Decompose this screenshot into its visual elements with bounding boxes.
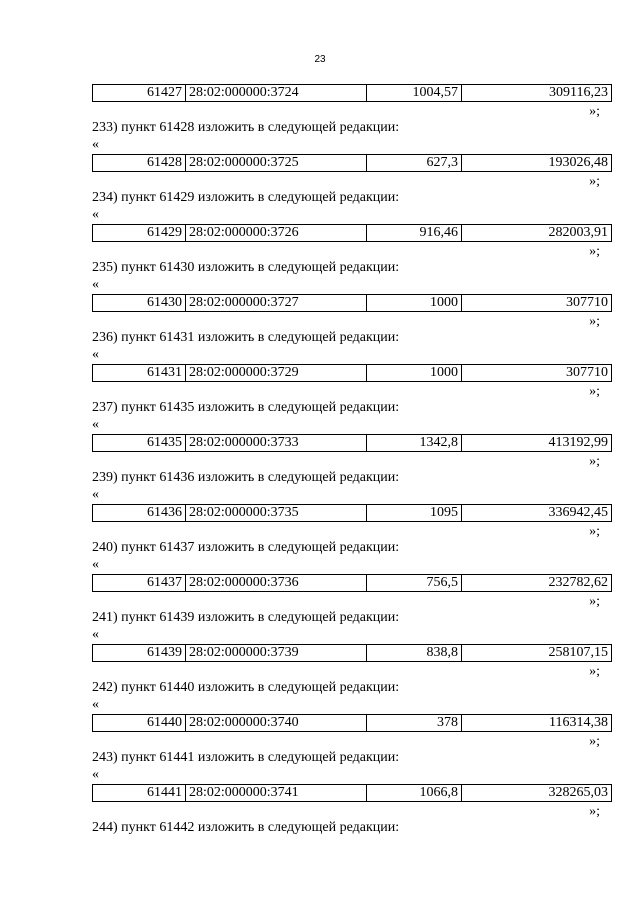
- value-cell: 282003,91: [462, 225, 612, 242]
- value-cell: 307710: [462, 365, 612, 382]
- table-row: [92, 224, 612, 242]
- instruction-line: 233) пункт 61428 изложить в следующей редакции:: [92, 120, 400, 135]
- cadastral-number-cell: 28:02:000000:3729: [186, 365, 367, 382]
- area-cell: 838,8: [367, 645, 462, 662]
- value-cell: 413192,99: [462, 435, 612, 452]
- area-cell: 627,3: [367, 155, 462, 172]
- area-cell: 1066,8: [367, 785, 462, 802]
- row-number-cell: 61441: [93, 785, 186, 802]
- table-row: [92, 364, 612, 382]
- area-cell: 1095: [367, 505, 462, 522]
- opening-quote: «: [92, 557, 99, 572]
- cadastral-number-cell: 28:02:000000:3724: [186, 85, 367, 102]
- value-cell: 258107,15: [462, 645, 612, 662]
- closing-quote: »;: [589, 664, 600, 679]
- table-row: [92, 574, 612, 592]
- value-cell: 307710: [462, 295, 612, 312]
- value-cell: 309116,23: [462, 85, 612, 102]
- row-number-cell: 61437: [93, 575, 186, 592]
- instruction-line: 240) пункт 61437 изложить в следующей редакции:: [92, 540, 400, 555]
- table-row: [92, 714, 612, 732]
- table-row: [92, 294, 612, 312]
- area-cell: 1000: [367, 295, 462, 312]
- area-cell: 1004,57: [367, 85, 462, 102]
- page-number: 23: [314, 54, 326, 65]
- area-cell: 916,46: [367, 225, 462, 242]
- row-number-cell: 61439: [93, 645, 186, 662]
- row-number-cell: 61429: [93, 225, 186, 242]
- table-row: [92, 154, 612, 172]
- instruction-line: 241) пункт 61439 изложить в следующей редакции:: [92, 610, 400, 625]
- table-row: [92, 784, 612, 802]
- opening-quote: «: [92, 277, 99, 292]
- cadastral-number-cell: 28:02:000000:3725: [186, 155, 367, 172]
- area-cell: 1000: [367, 365, 462, 382]
- cadastral-number-cell: 28:02:000000:3741: [186, 785, 367, 802]
- row-number-cell: 61436: [93, 505, 186, 522]
- closing-quote: »;: [589, 104, 600, 119]
- closing-quote: »;: [589, 734, 600, 749]
- instruction-line: 243) пункт 61441 изложить в следующей редакции:: [92, 750, 400, 765]
- cadastral-number-cell: 28:02:000000:3736: [186, 575, 367, 592]
- row-number-cell: 61430: [93, 295, 186, 312]
- value-cell: 328265,03: [462, 785, 612, 802]
- closing-quote: »;: [589, 804, 600, 819]
- opening-quote: «: [92, 137, 99, 152]
- value-cell: 116314,38: [462, 715, 612, 732]
- value-cell: 232782,62: [462, 575, 612, 592]
- closing-quote: »;: [589, 174, 600, 189]
- opening-quote: «: [92, 627, 99, 642]
- table-row: [92, 644, 612, 662]
- instruction-line: 242) пункт 61440 изложить в следующей редакции:: [92, 680, 400, 695]
- instruction-line: 244) пункт 61442 изложить в следующей редакции:: [92, 820, 400, 835]
- cadastral-number-cell: 28:02:000000:3739: [186, 645, 367, 662]
- row-number-cell: 61431: [93, 365, 186, 382]
- opening-quote: «: [92, 207, 99, 222]
- opening-quote: «: [92, 697, 99, 712]
- closing-quote: »;: [589, 384, 600, 399]
- closing-quote: »;: [589, 594, 600, 609]
- area-cell: 756,5: [367, 575, 462, 592]
- row-number-cell: 61428: [93, 155, 186, 172]
- table-row: [92, 434, 612, 452]
- instruction-line: 235) пункт 61430 изложить в следующей редакции:: [92, 260, 400, 275]
- closing-quote: »;: [589, 454, 600, 469]
- opening-quote: «: [92, 487, 99, 502]
- cadastral-number-cell: 28:02:000000:3726: [186, 225, 367, 242]
- instruction-line: 234) пункт 61429 изложить в следующей редакции:: [92, 190, 400, 205]
- closing-quote: »;: [589, 314, 600, 329]
- closing-quote: »;: [589, 244, 600, 259]
- row-number-cell: 61440: [93, 715, 186, 732]
- table-row: [92, 84, 612, 102]
- cadastral-number-cell: 28:02:000000:3735: [186, 505, 367, 522]
- row-number-cell: 61435: [93, 435, 186, 452]
- instruction-line: 237) пункт 61435 изложить в следующей редакции:: [92, 400, 400, 415]
- row-number-cell: 61427: [93, 85, 186, 102]
- value-cell: 193026,48: [462, 155, 612, 172]
- instruction-line: 239) пункт 61436 изложить в следующей редакции:: [92, 470, 400, 485]
- opening-quote: «: [92, 767, 99, 782]
- area-cell: 1342,8: [367, 435, 462, 452]
- instruction-line: 236) пункт 61431 изложить в следующей редакции:: [92, 330, 400, 345]
- cadastral-number-cell: 28:02:000000:3740: [186, 715, 367, 732]
- opening-quote: «: [92, 417, 99, 432]
- closing-quote: »;: [589, 524, 600, 539]
- value-cell: 336942,45: [462, 505, 612, 522]
- cadastral-number-cell: 28:02:000000:3727: [186, 295, 367, 312]
- area-cell: 378: [367, 715, 462, 732]
- table-row: [92, 504, 612, 522]
- opening-quote: «: [92, 347, 99, 362]
- cadastral-number-cell: 28:02:000000:3733: [186, 435, 367, 452]
